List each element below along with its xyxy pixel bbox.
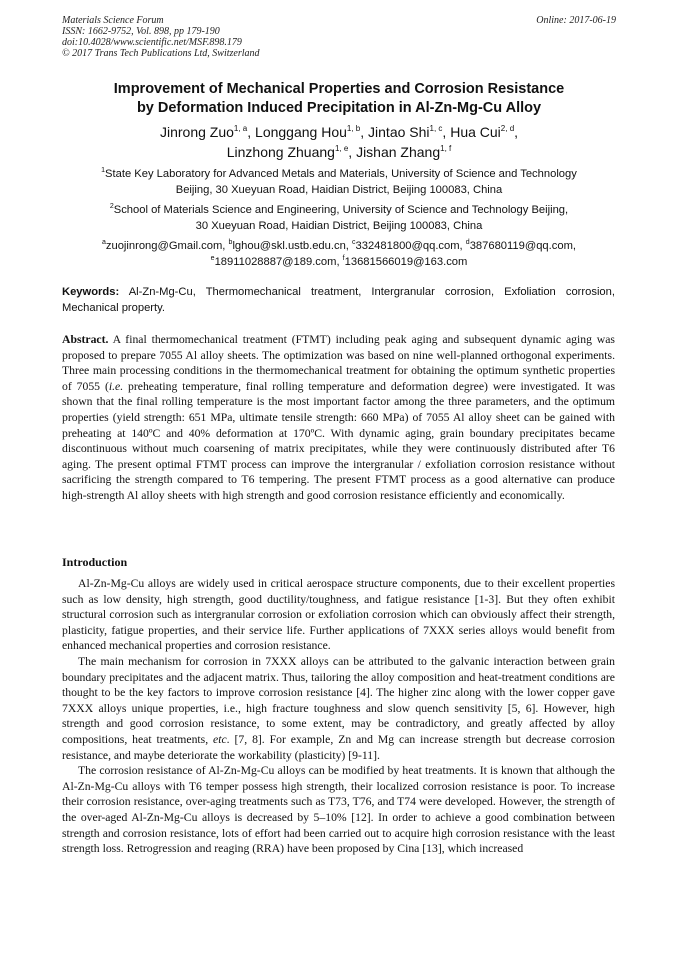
affiliation-2 xyxy=(40,202,638,234)
author-sup: 1, c xyxy=(429,124,443,133)
section-heading-introduction: Introduction xyxy=(62,555,128,569)
author-line-2: Linzhong Zhuang$^{1, e}$, Jishan Zhang$^{1, f}$ xyxy=(226,144,452,160)
introduction-body xyxy=(62,576,615,857)
author-sup: 1, a xyxy=(233,124,248,133)
issn-line: ISSN: 1662-9752, Vol. 898, pp 179-190 xyxy=(62,26,220,37)
author-list xyxy=(40,122,638,162)
email-link[interactable]: 332481800@qq.com, xyxy=(355,240,463,252)
title-line-1: Improvement of Mechanical Properties and Corrosion Resistance xyxy=(113,81,565,97)
author-name: Linzhong Zhuang xyxy=(226,144,335,160)
email-link[interactable]: 13681566019@163.com xyxy=(344,256,468,268)
author-sup: 2, d xyxy=(500,124,515,133)
keywords xyxy=(62,284,615,316)
affiliation-line: School of Materials Science and Engineering, University of Science and Technology Beijing, xyxy=(113,204,569,216)
abstract: Abstract. A final thermomechanical treatment (FTMT) including peak aging and subsequent dynamic aging was proposed to prepare 7055 Al alloy sheets. The optimization was based on nine well-planned orthogonal experiments. Three main processing conditions in the thermomechanical treatment for obtaining the optimum synthetic properties of 7055 (i.e. preheating temperature, final rolling temperature and deformation degree) were investigated. It was shown that the final rolling temperature is the most important factor among the three parameters, and the optimum properties (yield strength: 651 MPa, ultimate tensile strength: 660 MPa) of 7055 Al alloy sheet can be gained with preheating at 140ºC and 40% deformation at 170ºC. With dynamic aging, grain boundary precipitates became discontinuous without much coarsening of matrix precipitates, while they were continuously distributed after T6 aging. The present optimal FTMT process can improve the intergranular / exfoliation corrosion resistance without sacrificing the strength compared to T6 tempering. The present FTMT process as a good alternative can produce high-strength Al alloy sheets with high strength and good corrosion resistance efficiently and economically. xyxy=(62,333,615,502)
email-link[interactable]: lghou@skl.ustb.edu.cn, xyxy=(232,240,349,252)
journal-header xyxy=(62,15,260,59)
author-line-1: Jinrong Zuo$^{1, a}$, Longgang Hou$^{1, b}$, Jintao Shi$^{1, c}$, Hua Cui$^{2, d}$, xyxy=(159,124,519,140)
affiliation-line: Beijing, 30 Xueyuan Road, Haidian District, Beijing 100083, China xyxy=(175,184,503,196)
author-sup: 1, f xyxy=(440,144,452,153)
title-line-2: by Deformation Induced Precipitation in Al-Zn-Mg-Cu Alloy xyxy=(136,100,542,116)
email-link[interactable]: zuojinrong@Gmail.com, xyxy=(105,240,226,252)
author-name: Jintao Shi xyxy=(368,124,430,140)
affiliation-1 xyxy=(40,166,638,198)
doi-line: doi:10.4028/www.scientific.net/MSF.898.179 xyxy=(62,37,242,48)
paper-title xyxy=(40,80,638,118)
journal-name: Materials Science Forum xyxy=(62,15,164,26)
copyright-line: © 2017 Trans Tech Publications Ltd, Switzerland xyxy=(62,48,260,59)
paragraph: The corrosion resistance of Al-Zn-Mg-Cu alloys can be modified by heat treatments. It is known that although the Al-Zn-Mg-Cu alloys with T6 temper possess high strength, their localized corrosion resistance is poor. To increase their corrosion resistance, over-aging treatments such as T73, T76, and T74 were developed. However, the strength of the over-aged Al-Zn-Mg-Cu alloys is decreased by 5–10% [12]. In order to achieve a good combination between strength and corrosion resistance, lots of effort had been carried out to acquire high corrosion resistance with the least strength loss. Retrogression and reaging (RRA) have been proposed by Cina [13], which increased xyxy=(62,764,615,856)
affiliation-number: 2 xyxy=(109,203,114,210)
affiliation-number: 1 xyxy=(101,167,106,174)
affiliation-line: State Key Laboratory for Advanced Metals and Materials, University of Science and Technology xyxy=(105,168,577,180)
author-name: Jishan Zhang xyxy=(356,144,441,160)
affiliation-line: 30 Xueyuan Road, Haidian District, Beijing 100083, China xyxy=(195,220,483,232)
author-sup: 1, e xyxy=(334,144,349,153)
email-link[interactable]: 18911028887@189.com, xyxy=(214,256,340,268)
email-link[interactable]: 387680119@qq.com, xyxy=(469,240,577,252)
keywords-text: Al-Zn-Mg-Cu, Thermomechanical treatment, Intergranular corrosion, Exfoliation corrosion, Mechanical property. xyxy=(62,286,615,314)
email-list: $^a$zuojinrong@Gmail.com, $^b$lghou@skl.ustb.edu.cn, $^c$332481800@qq.com, $^d$387680119@qq.com, $^e$18911028887@189.com, $^f$13681566019@163.com xyxy=(101,239,577,268)
author-sup: 1, b xyxy=(346,124,361,133)
author-name: Hua Cui xyxy=(450,124,501,140)
paragraph: The main mechanism for corrosion in 7XXX alloys can be attributed to the galvanic interaction between grain boundary precipitates and the adjacent matrix. Thus, tailoring the alloy composition and heat-treatment conditions are thought to be the key factors to improve corrosion resistance [4]. The higher zinc along with the lower copper gave 7XXX alloys unique properties, i.e., high fracture toughness and slow quench sensitivity [5, 6]. However, high strength and good corrosion resistance, to some extent, may be contradictory, and greatly affected by alloy compositions, heat treatments, etc. [7, 8]. For example, Zn and Mg can increase strength but decrease corrosion resistance, and maybe deteriorate the workability (plasticity) [9-11]. xyxy=(62,654,615,762)
keywords-label: Keywords: xyxy=(62,286,120,298)
paragraph: Al-Zn-Mg-Cu alloys are widely used in critical aerospace structure components, due to their excellent properties such as low density, high strength, good ductility/toughness, and fatigue resistance [1-3]. But they often exhibit structural corrosion such as intergranular corrosion or exfoliation corrosion which can obviously affect their strength, plasticity, fatigue properties, and their service life. Further applications of 7XXX series alloys would benefit from enhanced mechanical properties and corrosion resistance. xyxy=(62,577,615,653)
abstract-label: Abstract. xyxy=(62,333,109,346)
author-name: Jinrong Zuo xyxy=(159,124,234,140)
author-name: Longgang Hou xyxy=(255,124,347,140)
online-date: Online: 2017-06-19 xyxy=(536,15,616,26)
